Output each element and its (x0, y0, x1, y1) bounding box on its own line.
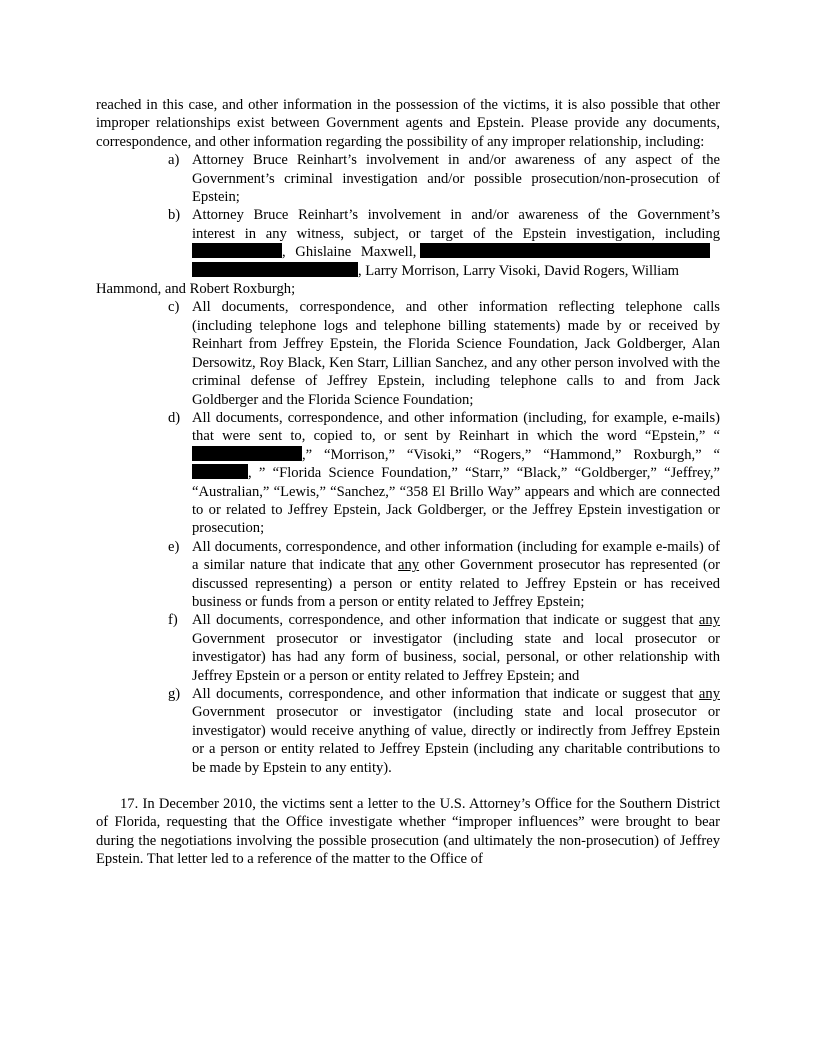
list-item-f (96, 611, 720, 685)
item-label: e) (168, 538, 180, 555)
item-text: All documents, correspondence, and other information reflecting telephone calls (including telephone logs and telephone billing statements) made by or received by Reinhart from Jeffrey Epstein, the Florida Science Foundation, Jack Goldberger, Alan Dersowitz, Roy Black, Ken Starr, Lillian Sanchez, and any other person involved with the criminal defense of Jeffrey Epstein, including telephone calls to and from Jack Goldberger and the Florida Science Foundation; (192, 299, 720, 408)
request-list (96, 151, 720, 777)
list-item-b (96, 206, 720, 298)
item-b-line-3-text: , Ghislaine Maxwell, (282, 244, 417, 261)
redaction-block (420, 243, 710, 258)
item-text-post: Government prosecutor or investigator (including state and local prosecutor or investigator) would receive anything of value, directly or indirectly from Jeffrey Epstein or a person or entity related to Jeffrey Epstein (including any charitable contributions to be made by Epstein to any entity). (192, 704, 720, 776)
item-text-pre: All documents, correspondence, and other information that indicate or suggest that (192, 612, 699, 629)
emphasis-any: any (698, 686, 720, 702)
redaction-block (192, 464, 248, 479)
item-label: d) (168, 409, 181, 426)
item-label: b) (168, 207, 181, 224)
item-text-pre: All documents, correspondence, and other information that indicate or suggest that (192, 686, 699, 702)
item-b-line-3 (192, 243, 720, 261)
item-b-line-2: interest in any witness, subject, or target of the Epstein investigation, including (192, 225, 720, 242)
emphasis-any: any (398, 557, 420, 574)
list-item-c (96, 298, 720, 408)
emphasis-any: any (698, 612, 720, 629)
item-text-pre: All documents, correspondence, and other information (including for example e-mails) of a similar nature that indicate that (192, 538, 720, 574)
redaction-block (192, 243, 282, 258)
item-text-part-3: , ” “Florida Science Foundation,” “Starr,” “Black,” “Goldberger,” “Jeffrey,” “Australian,” “Lewis,” “Sanchez,” “358 El Brillo Way” appears and which are connected to or related to Jeffrey Epstein, Jack Goldberger, or the Jeffrey Epstein investigation or prosecution; (192, 465, 720, 537)
redaction-block (192, 446, 302, 461)
item-b-line-1: Attorney Bruce Reinhart’s involvement in and/or awareness of the Government’s (192, 207, 720, 224)
item-b-line-5: Hammond, and Robert Roxburgh; (96, 281, 296, 298)
item-b-line-4-text: , Larry Morrison, Larry Visoki, David Rogers, William (358, 262, 680, 279)
list-item-e (96, 538, 720, 612)
list-item-d (96, 409, 720, 538)
item-label: f) (168, 612, 178, 629)
list-item-g (96, 685, 720, 777)
document-page (96, 96, 720, 869)
paragraph-17: 17. In December 2010, the victims sent a letter to the U.S. Attorney’s Office for the Southern District of Florida, requesting that the Office investigate whether “improper influences” were brought to bear during the negotiations involving the possible prosecution (and ultimately the non-prosecution) of Jeffrey Epstein. That letter led to a reference of the matter to the Office of (96, 796, 720, 868)
intro-paragraph: reached in this case, and other information in the possession of the victims, it is also possible that other improper relationships exist between Government agents and Epstein. Please provide any documents, correspondence, and other information regarding the possibility of any improper relationship, including: (96, 97, 720, 150)
item-text-part-2: ,” “Morrison,” “Visoki,” “Rogers,” “Hammond,” Roxburgh,” “ (302, 446, 720, 463)
list-item-a (96, 151, 720, 206)
item-label: c) (168, 299, 180, 316)
item-label: a) (168, 152, 180, 169)
item-b-line-4 (192, 262, 720, 280)
item-text-post: other Government prosecutor has represented (or discussed representing) a person or entity related to Jeffrey Epstein or has received business or funds from a person or entity related to Jeffrey Epstein; (192, 557, 720, 610)
redaction-block (192, 262, 358, 277)
item-text: Attorney Bruce Reinhart’s involvement in and/or awareness of any aspect of the Government’s criminal investigation and/or possible prosecution/non-prosecution of Epstein; (192, 152, 720, 206)
item-text-post: Government prosecutor or investigator (including state and local prosecutor or investigator) has had any form of business, social, personal, or other relationship with Jeffrey Epstein or a person or entity related to Jeffrey Epstein; and (192, 630, 720, 684)
item-text-part-1: All documents, correspondence, and other information (including, for example, e-mails) that were sent to, copied to, or sent by Reinhart in which the word “Epstein,” “ (192, 409, 720, 445)
item-label: g) (168, 686, 181, 702)
